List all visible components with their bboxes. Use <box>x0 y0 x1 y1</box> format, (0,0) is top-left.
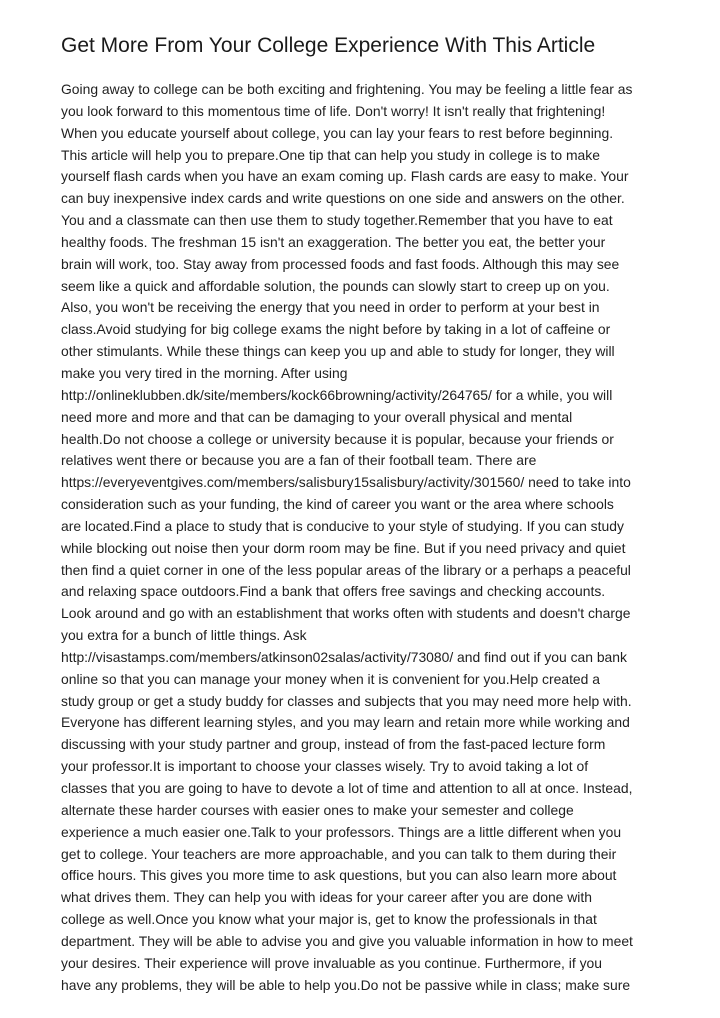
article-line: http://visastamps.com/members/atkinson02salas/activity/73080/ and find out if you can bank <box>61 648 627 665</box>
article-line: make you very tired in the morning. After using <box>61 364 348 381</box>
article-line: Everyone has different learning styles, and you may learn and retain more while working and <box>61 714 630 731</box>
article-line: get to college. Your teachers are more approachable, and you can talk to them during their <box>61 845 617 862</box>
article-line: online so that you can manage your money when it is convenient for you.Help created a <box>61 670 600 687</box>
article-line: you look forward to this momentous time of life. Don't worry! It isn't really that frightening! <box>61 102 606 119</box>
article-line: Look around and go with an establishment that works often with students and doesn't charge <box>61 605 631 622</box>
article-line: classes that you are going to have to devote a lot of time and attention to all at once. Instead, <box>61 780 633 796</box>
page-title: Get More From Your College Experience With This Article <box>61 34 596 57</box>
article-line: while blocking out noise then your dorm room may be fine. But if you need privacy and quiet <box>61 539 626 556</box>
article-line: When you educate yourself about college, you can lay your fears to rest before beginning. <box>61 124 614 141</box>
article-line: college as well.Once you know what your major is, get to know the professionals in that <box>61 911 597 928</box>
article-line: Going away to college can be both exciting and frightening. You may be feeling a little fear as <box>61 81 633 97</box>
article-line: http://onlineklubben.dk/site/members/kock66browning/activity/264765/ for a while, you will <box>61 386 613 403</box>
article-line: then find a quiet corner in one of the less popular areas of the library or a perhaps a peaceful <box>61 561 631 578</box>
article-line: your professor.It is important to choose your classes wisely. Try to avoid taking a lot of <box>61 758 589 775</box>
article-line: brain will work, too. Stay away from processed foods and fast foods. Although this may see <box>61 255 620 272</box>
article-line: can buy inexpensive index cards and write questions on one side and answers on the other. <box>61 190 625 207</box>
article-line: consideration such as your funding, the kind of career you want or the area where schools <box>61 496 614 513</box>
article-line: seem like a quick and affordable solution, the pounds can slowly start to creep up on you. <box>61 277 610 294</box>
article-line: healthy foods. The freshman 15 isn't an exaggeration. The better you eat, the better your <box>61 233 606 250</box>
article-line: you extra for a bunch of little things. Ask <box>61 627 307 644</box>
article-line: alternate these harder courses with easier ones to make your semester and college <box>61 801 574 818</box>
article-line: experience a much easier one.Talk to your professors. Things are a little different when you <box>61 823 622 840</box>
article-line: health.Do not choose a college or university because it is popular, because your friends or <box>61 430 614 447</box>
article-line: your desires. Their experience will prove invaluable as you continue. Furthermore, if you <box>61 954 602 971</box>
article-line: You and a classmate can then use them to study together.Remember that you have to eat <box>61 212 613 229</box>
article-line: are located.Find a place to study that is conducive to your style of studying. If you can study <box>61 517 624 534</box>
article-line: study group or get a study buddy for classes and subjects that you may need more help with. <box>61 692 632 709</box>
article-line: department. They will be able to advise you and give you valuable information in how to meet <box>61 932 633 949</box>
article-line: yourself flash cards when you have an exam coming up. Flash cards are easy to make. Your <box>61 168 629 185</box>
article-line: office hours. This gives you more time to ask questions, but you can also learn more about <box>61 867 617 884</box>
article-line: what drives them. They can help you with ideas for your career after you are done with <box>61 889 592 906</box>
article-line: https://everyeventgives.com/members/salisbury15salisbury/activity/301560/ need to take into <box>61 474 631 491</box>
article-line: class.Avoid studying for big college exams the night before by taking in a lot of caffeine or <box>61 321 611 338</box>
article-line: need more and more and that can be damaging to your overall physical and mental <box>61 408 573 425</box>
article-line: discussing with your study partner and group, instead of from the fast-paced lecture form <box>61 736 606 753</box>
article-line: and relaxing space outdoors.Find a bank that offers free savings and checking accounts. <box>61 583 606 600</box>
article-line: relatives went there or because you are a fan of their football team. There are <box>61 452 537 469</box>
article-line: Also, you won't be receiving the energy that you need in order to perform at your best in <box>61 299 600 316</box>
article-line: have any problems, they will be able to help you.Do not be passive while in class; make sure <box>61 976 631 993</box>
article-line: This article will help you to prepare.One tip that can help you study in college is to make <box>61 146 600 163</box>
article-line: other stimulants. While these things can keep you up and able to study for longer, they will <box>61 343 615 360</box>
article-body <box>61 79 701 996</box>
